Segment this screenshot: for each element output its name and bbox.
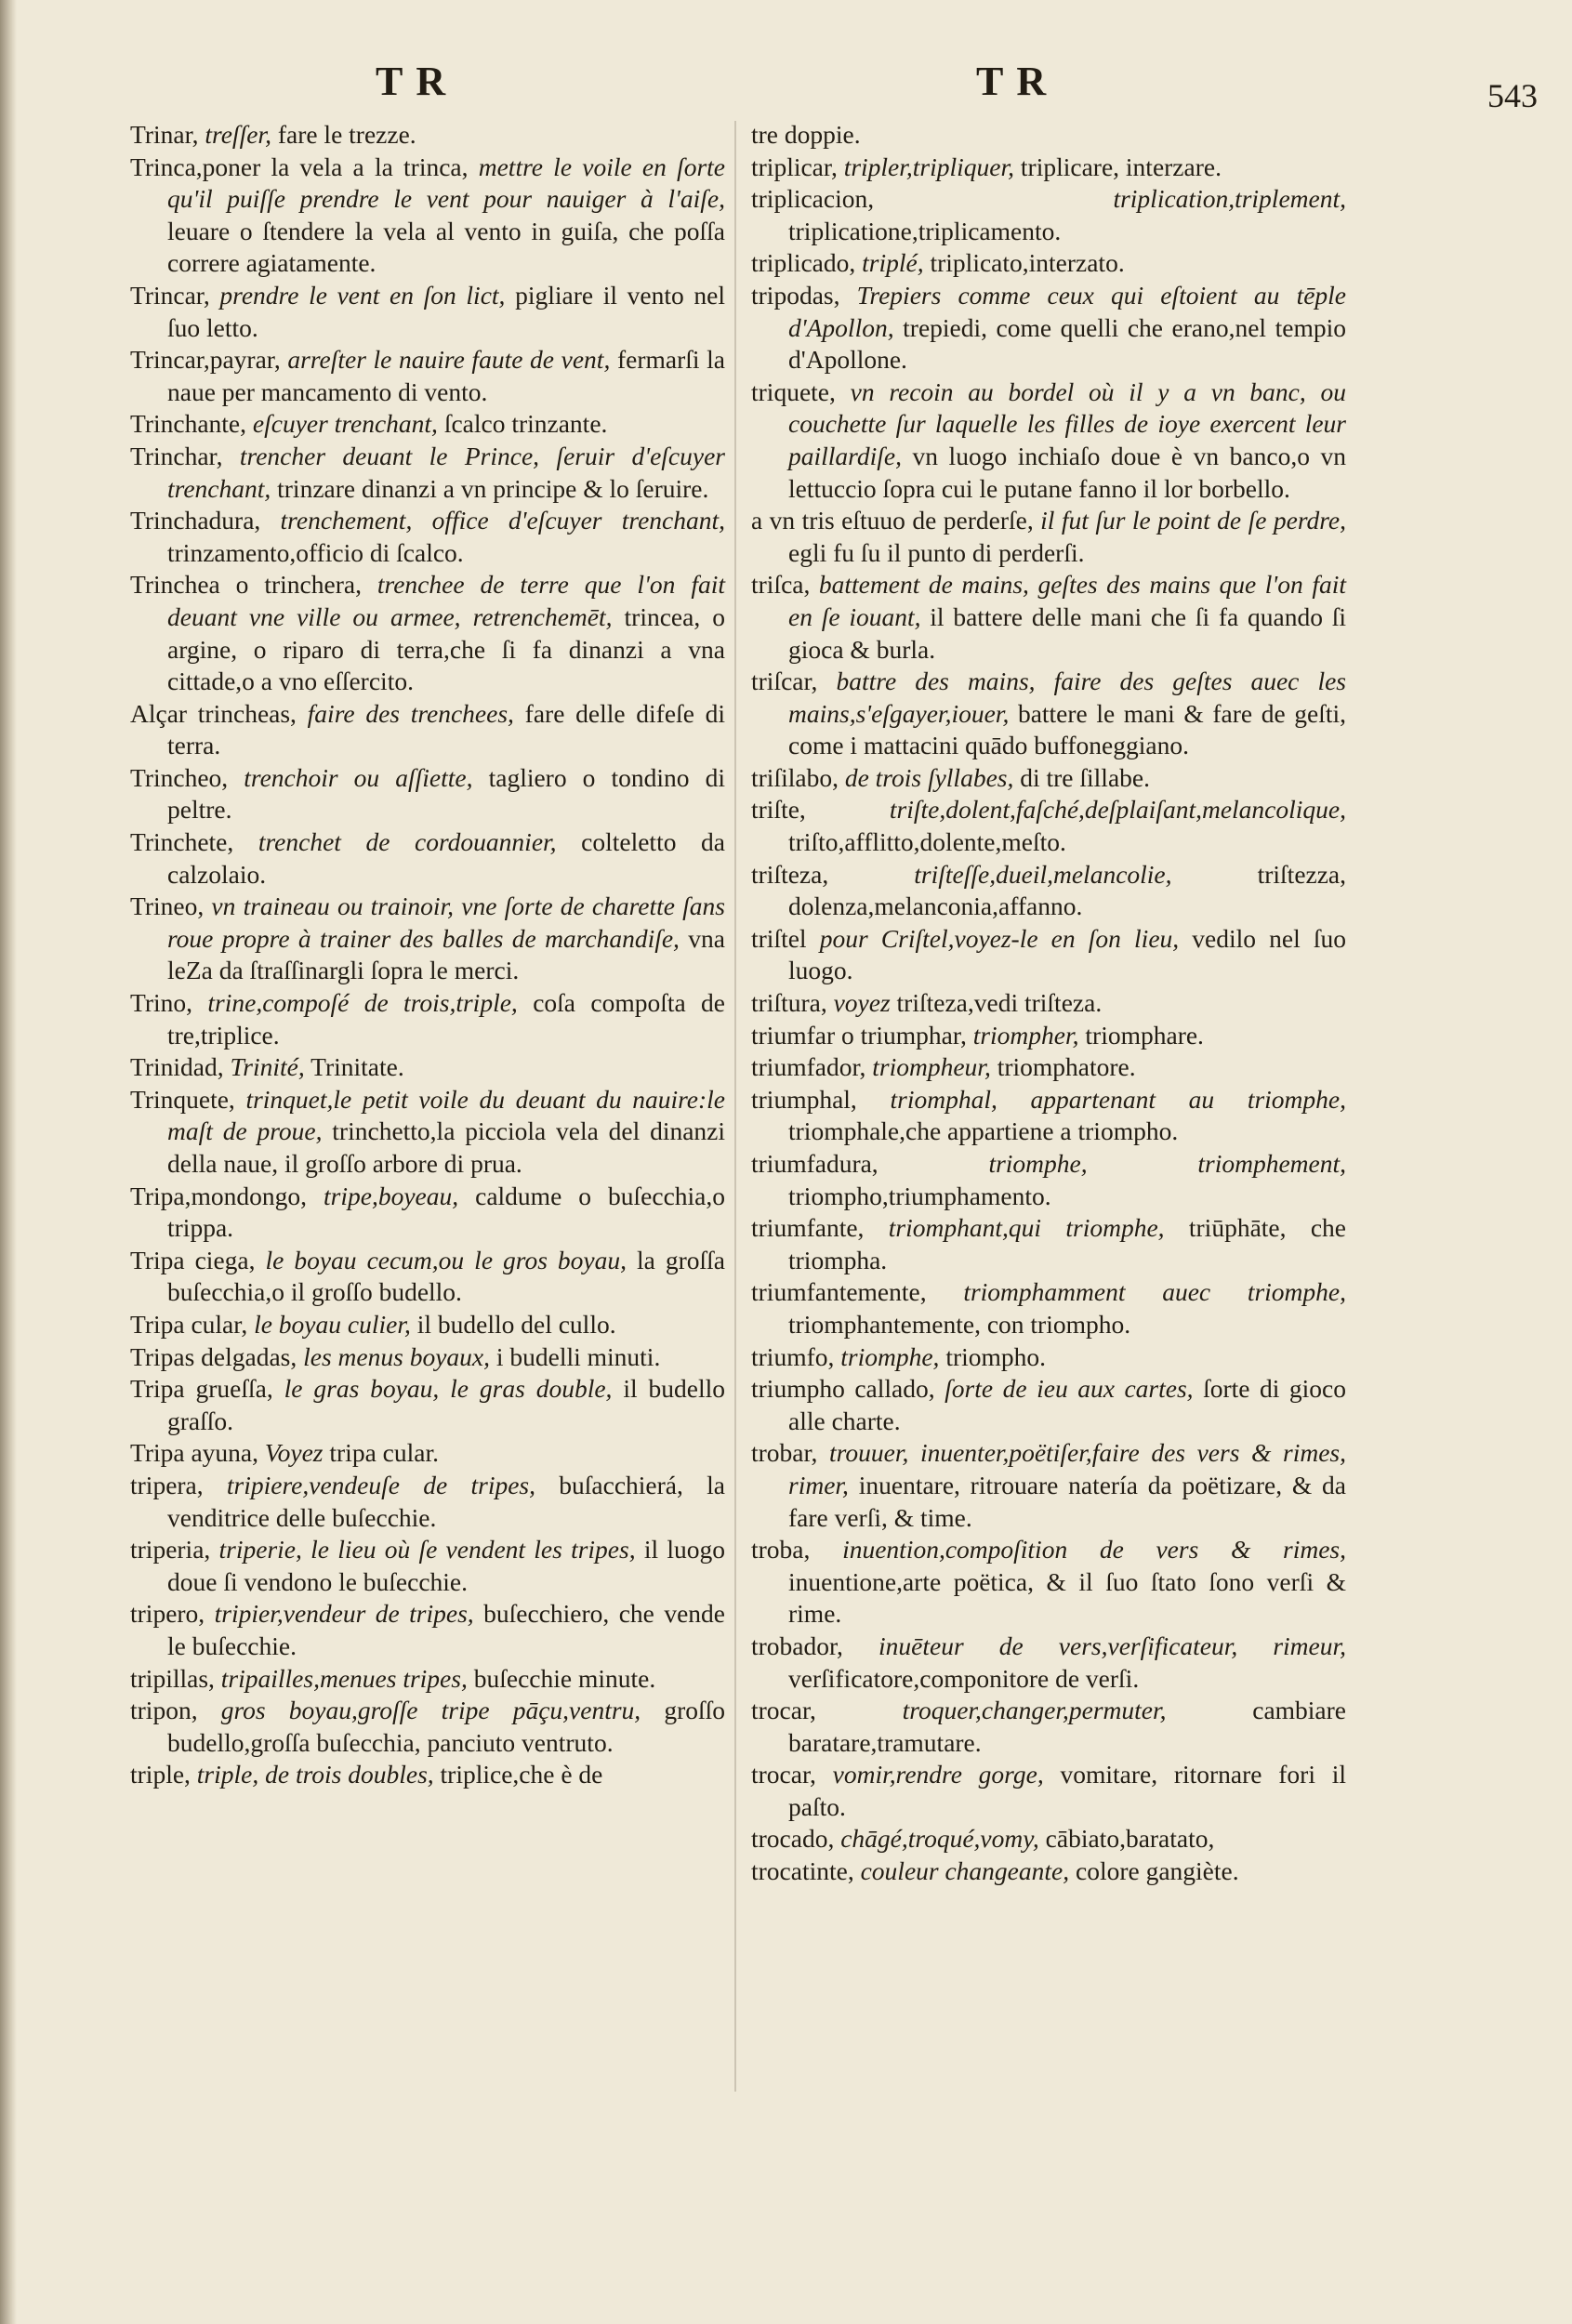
dictionary-entry	[751, 1341, 1346, 1374]
headword: triplicado,	[751, 248, 856, 278]
italian-gloss: triplice,che è de	[440, 1760, 603, 1789]
italian-gloss: fare le trezze.	[277, 120, 416, 149]
italian-gloss: triſtezza, dolenza,melanconia,affanno.	[788, 859, 1347, 921]
french-gloss: eſcuyer trenchant,	[252, 409, 438, 439]
italian-gloss: verſificatore,componitore de verſi.	[788, 1663, 1140, 1693]
italian-gloss: vedilo nel ſuo luogo.	[788, 923, 1347, 985]
french-gloss: trine,compoſé de trois,triple,	[207, 988, 518, 1018]
dictionary-entry	[130, 1598, 725, 1662]
dictionary-entry	[130, 1695, 725, 1759]
dictionary-entry	[751, 183, 1346, 247]
dictionary-entry	[751, 1534, 1346, 1631]
headword: triplicar,	[751, 152, 838, 181]
italian-gloss: ſorte di gioco alle charte.	[788, 1374, 1347, 1435]
italian-gloss: trepiedi, come quelli che erano,nel tempio d'Apollone.	[788, 312, 1346, 375]
french-gloss: vn recoin au bordel où il y a vn banc, ou couchette ſur laquelle les filles de ioye exercent leur paillardiſe,	[788, 376, 1347, 470]
dictionary-entry	[130, 1245, 725, 1309]
french-gloss: vn traineau ou trainoir, vne ſorte de charette ſans roue propre à trainer des balles de marchandiſe,	[167, 891, 726, 953]
dictionary-entry	[130, 1470, 725, 1534]
dictionary-entry	[130, 1759, 725, 1791]
dictionary-entry	[751, 1020, 1346, 1052]
dictionary-entry	[751, 1695, 1346, 1759]
running-head-right: TR	[976, 59, 1060, 104]
french-gloss: arreſter le nauire faute de vent,	[287, 345, 611, 375]
french-gloss: triomphamment auec triomphe,	[963, 1277, 1346, 1307]
french-gloss: Voyez	[264, 1438, 324, 1468]
french-gloss: treſſer,	[205, 120, 271, 149]
headword: Trinchar,	[130, 441, 223, 470]
italian-gloss: tripa cular.	[329, 1438, 439, 1468]
french-gloss: les menus boyaux,	[303, 1341, 490, 1371]
dictionary-entry	[751, 1855, 1346, 1888]
book-gutter	[0, 0, 17, 2324]
dictionary-entry	[130, 280, 725, 344]
french-gloss: triſteſſe,dueil,melancolie,	[914, 859, 1172, 889]
headword: Trinchete,	[130, 827, 234, 857]
italian-gloss: Trinitate.	[310, 1052, 404, 1082]
french-gloss: triplé,	[862, 248, 924, 278]
headword: trocar,	[751, 1760, 816, 1789]
dictionary-entry	[130, 1084, 725, 1181]
french-gloss: battement de mains, geſtes des mains que l'on fait en ſe iouant,	[788, 570, 1346, 631]
french-gloss: ſorte de ieu aux cartes,	[945, 1374, 1194, 1404]
french-gloss: tripailles,menues tripes,	[220, 1663, 468, 1693]
headword: triſte,	[751, 795, 806, 825]
dictionary-entry	[130, 1534, 725, 1598]
french-gloss: trencher deuant le Prince, ſeruir d'eſcuyer trenchant,	[167, 441, 725, 503]
headword: triumfadura,	[751, 1149, 878, 1178]
italian-gloss: triomphale,che appartiene a triompho.	[788, 1116, 1179, 1146]
dictionary-entry	[130, 344, 725, 408]
dictionary-entry	[130, 891, 725, 987]
dictionary-entry	[130, 1437, 725, 1470]
dictionary-entry	[751, 1148, 1346, 1212]
dictionary-entry	[751, 1823, 1346, 1855]
headword: triſtel	[751, 923, 807, 953]
french-gloss: inuēteur de vers,verſificateur, rimeur,	[878, 1631, 1347, 1660]
dictionary-entry	[751, 1084, 1346, 1148]
italian-gloss: i budelli minuti.	[495, 1341, 661, 1371]
italian-gloss: cābiato,baratato,	[1045, 1824, 1215, 1854]
dictionary-entry	[130, 1309, 725, 1341]
headword: triſca,	[751, 570, 811, 600]
italian-gloss: colore gangiète.	[1075, 1856, 1239, 1886]
french-gloss: tripier,vendeur de tripes,	[214, 1599, 474, 1629]
headword: trocado,	[751, 1824, 835, 1854]
italian-gloss: la groſſa buſecchia,o il groſſo budello.	[167, 1245, 726, 1307]
italian-gloss: triplicatione,triplicamento.	[788, 216, 1062, 245]
headword: tripera,	[130, 1470, 204, 1499]
italian-gloss: trincea, o argine, o riparo di terra,che ſi fa dinanzi a vna cittade,o a vno eſſercito.	[167, 601, 725, 696]
italian-gloss: il luogo doue ſi vendono le buſecchie.	[167, 1535, 726, 1596]
headword: tripero,	[130, 1599, 205, 1629]
french-gloss: pour Criſtel,voyez-le en ſon lieu,	[819, 923, 1180, 953]
french-gloss: trouuer, inuenter,poëtiſer,faire des vers & rimes, rimer,	[788, 1438, 1346, 1499]
french-gloss: prendre le vent en ſon lict,	[219, 280, 506, 310]
italian-gloss: coſa compoſta de tre,triplice.	[167, 988, 726, 1050]
headword: Trincheo,	[130, 762, 229, 792]
right-column	[751, 119, 1346, 1888]
headword: triumpho callado,	[751, 1374, 935, 1404]
dictionary-entry	[751, 1631, 1346, 1695]
italian-gloss: triomphantemente, con triompho.	[788, 1309, 1131, 1339]
french-gloss: trenchoir ou aſſiette,	[244, 762, 473, 792]
french-gloss: Trinité,	[230, 1052, 305, 1082]
headword: tripon,	[130, 1696, 198, 1725]
headword: Trineo,	[130, 891, 205, 921]
dictionary-entry	[130, 1181, 725, 1245]
italian-gloss: pigliare il vento nel ſuo letto.	[167, 280, 725, 342]
italian-gloss: triūphāte, che triompha.	[788, 1213, 1346, 1274]
left-column	[130, 119, 725, 1791]
headword: trocatinte,	[751, 1856, 854, 1886]
french-gloss: le boyau culier,	[254, 1309, 411, 1339]
french-gloss: tripiere,vendeuſe de tripes,	[226, 1470, 535, 1499]
page-number: 543	[1487, 77, 1538, 114]
french-gloss: il fut ſur le point de ſe perdre,	[1040, 506, 1347, 535]
italian-gloss: tre doppie.	[751, 120, 861, 149]
italian-gloss: battere le mani & fare de geſti, come i mattacini quādo buffoneggiano.	[788, 698, 1347, 760]
headword: triſtura,	[751, 988, 827, 1018]
italian-gloss: vomitare, ritornare fori il paſto.	[788, 1760, 1347, 1821]
headword: Trinquete,	[130, 1084, 235, 1114]
headword: Trinca,poner la vela a la trinca,	[130, 152, 469, 181]
dictionary-entry	[130, 1663, 725, 1696]
headword: Trinchea o trinchera,	[130, 570, 362, 600]
headword: triumfo,	[751, 1341, 835, 1371]
dictionary-entry	[130, 119, 725, 152]
headword: Trinar,	[130, 120, 199, 149]
italian-gloss: buſecchie minute.	[473, 1663, 656, 1693]
french-gloss: tripe,boyeau,	[324, 1181, 459, 1210]
french-gloss: faire des trenchees,	[307, 698, 514, 728]
headword: triperia,	[130, 1535, 211, 1565]
italian-gloss: ſcalco trinzante.	[443, 409, 608, 439]
italian-gloss: caldume o buſecchia,o trippa.	[167, 1181, 726, 1243]
dictionary-entry	[130, 152, 725, 280]
dictionary-entry	[130, 441, 725, 505]
dictionary-entry	[130, 1341, 725, 1374]
headword: Trinidad,	[130, 1052, 224, 1082]
french-gloss: trenchement, office d'eſcuyer trenchant,	[280, 506, 725, 535]
french-gloss: trenchee de terre que l'on fait deuant vne ville ou armee, retrenchemēt,	[167, 570, 725, 631]
italian-gloss: triſto,afflitto,dolente,meſto.	[788, 827, 1066, 857]
french-gloss: le gras boyau, le gras double,	[284, 1374, 613, 1404]
headword: Tripa,mondongo,	[130, 1181, 307, 1210]
italian-gloss: triompho,triumphamento.	[788, 1181, 1051, 1210]
dictionary-entry	[130, 762, 725, 826]
headword: trobador,	[751, 1631, 843, 1660]
headword: Tripa ayuna,	[130, 1438, 258, 1468]
dictionary-entry	[751, 505, 1346, 569]
headword: triple,	[130, 1760, 191, 1789]
headword: Trino,	[130, 988, 193, 1018]
headword: Tripa cular,	[130, 1309, 248, 1339]
headword: Tripa grueſſa,	[130, 1374, 273, 1404]
french-gloss: triomphe, triomphement,	[988, 1149, 1346, 1178]
italian-gloss: il budello graſſo.	[167, 1374, 726, 1435]
dictionary-entry	[130, 698, 725, 762]
italian-gloss: il budello del cullo.	[416, 1309, 616, 1339]
headword: triumfador,	[751, 1052, 866, 1082]
headword: triumfante,	[751, 1213, 865, 1243]
headword: Tripas delgadas,	[130, 1341, 297, 1371]
dictionary-entry	[751, 247, 1346, 280]
french-gloss: troquer,changer,permuter,	[902, 1696, 1167, 1725]
headword: trocar,	[751, 1696, 816, 1725]
french-gloss: trenchet de cordouannier,	[258, 827, 557, 857]
headword: triplicacion,	[751, 184, 875, 214]
dictionary-entry	[751, 1373, 1346, 1437]
dictionary-entry	[751, 152, 1346, 184]
italian-gloss: buſecchiero, che vende le buſecchie.	[167, 1599, 725, 1660]
french-gloss: triomphal, appartenant au triomphe,	[890, 1084, 1346, 1114]
headword: troba,	[751, 1535, 811, 1565]
dictionary-entry	[751, 1437, 1346, 1534]
french-gloss: vomir,rendre gorge,	[832, 1760, 1044, 1789]
french-gloss: trinquet,le petit voile du deuant du nauire:le maſt de proue,	[167, 1084, 726, 1146]
italian-gloss: colteletto da calzolaio.	[167, 827, 725, 889]
headword: triſteza,	[751, 859, 829, 889]
dictionary-entry	[130, 826, 725, 891]
italian-gloss: vna leZa da ſtraſſinargli ſopra le merci.	[167, 923, 726, 985]
headword: Trinchante,	[130, 409, 247, 439]
italian-gloss: leuare o ſtendere la vela al vento in guiſa, che poſſa correre agiatamente.	[167, 216, 725, 278]
dictionary-entry	[751, 119, 1346, 152]
dictionary-entry	[751, 569, 1346, 666]
dictionary-entry	[751, 794, 1346, 858]
dictionary-entry	[751, 1276, 1346, 1340]
italian-gloss: triplicare, interzare.	[1020, 152, 1222, 181]
italian-gloss: trinzamento,officio di ſcalco.	[167, 537, 464, 567]
italian-gloss: triomphatore.	[997, 1052, 1136, 1082]
french-gloss: battre des mains, faire des geſtes auec les mains,s'eſgayer,iouer,	[788, 667, 1346, 728]
headword: tripillas,	[130, 1663, 215, 1693]
headword: Trincar,payrar,	[130, 345, 281, 375]
column-divider	[734, 121, 736, 2092]
dictionary-entry	[751, 376, 1346, 505]
headword: Trinchadura,	[130, 506, 261, 535]
french-gloss: voyez	[833, 988, 891, 1018]
italian-gloss: vn luogo inchiaſo doue è vn banco,o vn lettuccio ſopra cui le putane fanno il lor borbello.	[788, 441, 1347, 503]
dictionary-entry	[130, 408, 725, 441]
dictionary-entry	[130, 569, 725, 697]
dictionary-entry	[751, 1212, 1346, 1276]
french-gloss: triplication,triplement,	[1113, 184, 1346, 214]
headword: triumfantemente,	[751, 1277, 927, 1307]
french-gloss: inuention,compoſition de vers & rimes,	[842, 1535, 1347, 1565]
dictionary-entry	[130, 1373, 725, 1437]
italian-gloss: inuentione,arte poëtica, & il ſuo ſtato ſono verſi & rime.	[788, 1566, 1346, 1629]
french-gloss: tripler,tripliquer,	[843, 152, 1015, 181]
italian-gloss: trinzare dinanzi a vn principe & lo ſeruire.	[277, 473, 709, 503]
headword: Alçar trincheas,	[130, 698, 297, 728]
french-gloss: Trepiers comme ceux qui eſtoient au tēple d'Apollon,	[788, 280, 1347, 342]
headword: triſcar,	[751, 667, 818, 696]
italian-gloss: groſſo budello,groſſa buſecchia, panciuto ventruto.	[167, 1696, 726, 1757]
headword: triſilabo,	[751, 762, 839, 792]
french-gloss: triompheur,	[872, 1052, 991, 1082]
dictionary-entry	[751, 987, 1346, 1020]
french-gloss: chāgé,troqué,vomy,	[840, 1824, 1039, 1854]
italian-gloss: triſteza,vedi triſteza.	[896, 988, 1103, 1018]
dictionary-entry	[751, 923, 1346, 987]
headword: a vn tris eſtuuo de perderſe,	[751, 506, 1034, 535]
dictionary-entry	[751, 666, 1346, 762]
italian-gloss: cambiare baratare,tramutare.	[788, 1696, 1346, 1757]
italian-gloss: buſacchierá, la venditrice delle buſecchie.	[167, 1470, 725, 1532]
dictionary-entry	[751, 280, 1346, 376]
headword: tripodas,	[751, 280, 840, 310]
french-gloss: triomphe,	[840, 1341, 940, 1371]
italian-gloss: triplicato,interzato.	[930, 248, 1125, 278]
dictionary-entry	[751, 762, 1346, 795]
dictionary-entry	[130, 1051, 725, 1084]
french-gloss: triompher,	[972, 1020, 1079, 1050]
headword: Trincar,	[130, 280, 210, 310]
dictionary-entry	[751, 859, 1346, 923]
french-gloss: le boyau cecum,ou le gros boyau,	[265, 1245, 627, 1274]
french-gloss: de trois ſyllabes,	[844, 762, 1014, 792]
italian-gloss: fermarſi la naue per mancamento di vento.	[167, 345, 726, 406]
headword: Tripa ciega,	[130, 1245, 256, 1274]
italian-gloss: triompho.	[945, 1341, 1047, 1371]
headword: triumfar o triumphar,	[751, 1020, 967, 1050]
headword: triumphal,	[751, 1084, 857, 1114]
italian-gloss: fare delle difeſe di terra.	[167, 698, 726, 760]
running-head-left: TR	[376, 59, 459, 104]
headword: trobar,	[751, 1438, 818, 1468]
italian-gloss: inuentare, ritrouare natería da poëtizare, & da fare verſi, & time.	[788, 1470, 1346, 1532]
french-gloss: triomphant,qui triomphe,	[888, 1213, 1165, 1243]
french-gloss: couleur changeante,	[860, 1856, 1070, 1886]
italian-gloss: tagliero o tondino di peltre.	[167, 762, 726, 825]
french-gloss: mettre le voile en ſorte qu'il puiſſe prendre le vent pour nauiger à l'aiſe,	[167, 152, 725, 214]
french-gloss: gros boyau,groſſe tripe pāçu,ventru,	[220, 1696, 641, 1725]
french-gloss: triperie, le lieu où ſe vendent les tripes,	[218, 1535, 636, 1565]
dictionary-entry	[751, 1759, 1346, 1823]
italian-gloss: di tre ſillabe.	[1020, 762, 1150, 792]
french-gloss: triple, de trois doubles,	[196, 1760, 434, 1789]
headword: triquete,	[751, 376, 836, 406]
italian-gloss: il battere delle mani che ſi fa quando ſi gioca & burla.	[788, 601, 1346, 664]
italian-gloss: triomphare.	[1085, 1020, 1204, 1050]
dictionary-entry	[130, 505, 725, 569]
italian-gloss: trinchetto,la picciola vela del dinanzi della naue, il groſſo arbore di prua.	[167, 1116, 726, 1178]
dictionary-entry	[751, 1051, 1346, 1084]
french-gloss: triſte,dolent,faſché,deſplaiſant,melancolique,	[889, 795, 1346, 825]
dictionary-entry	[130, 987, 725, 1051]
italian-gloss: egli fu ſu il punto di perderſi.	[788, 537, 1085, 567]
